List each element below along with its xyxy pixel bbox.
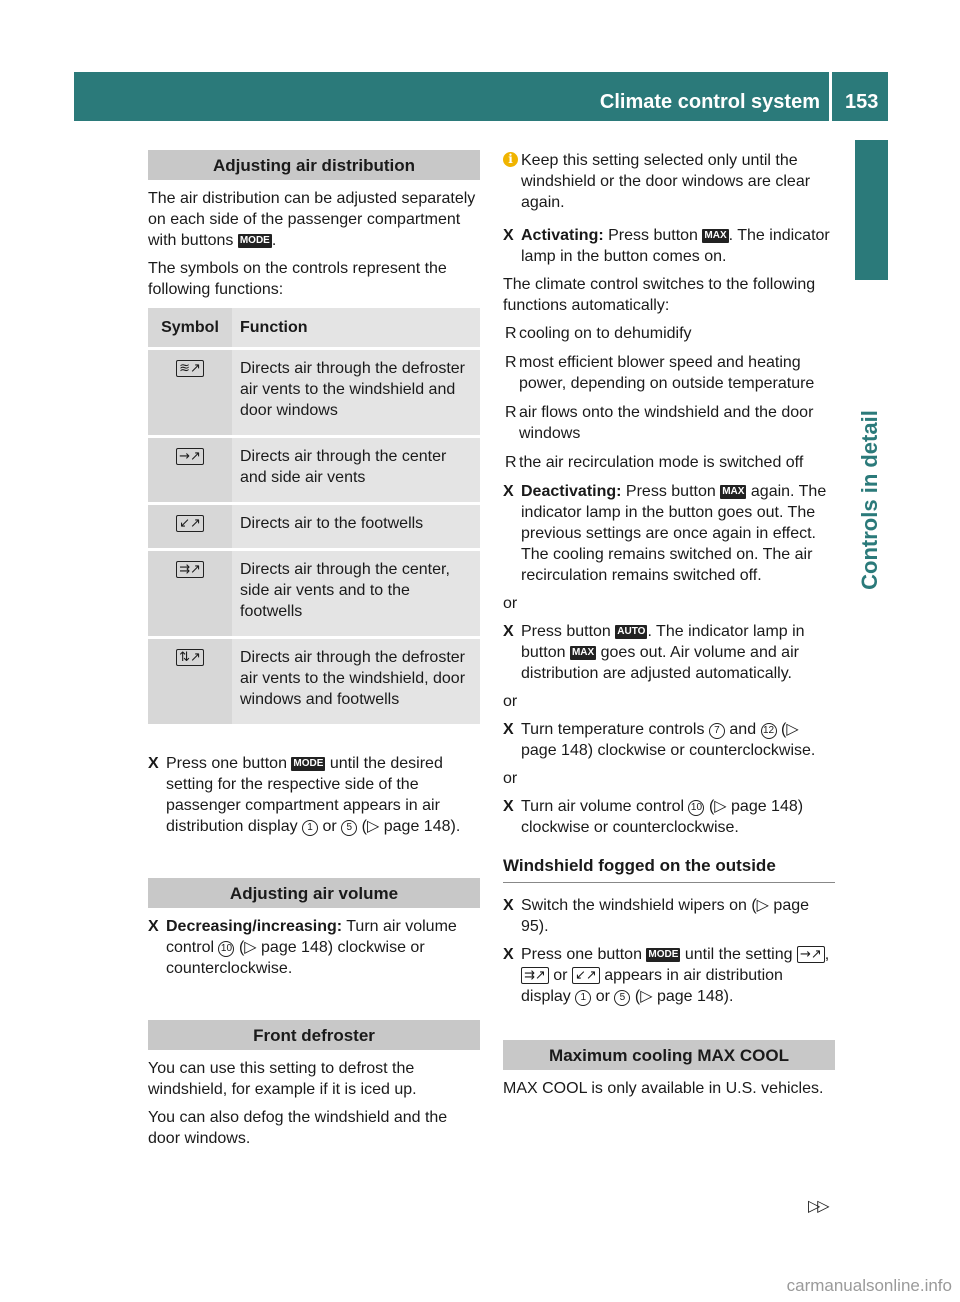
info-note: i Keep this setting selected only until the windshield or the door windows are clear again.	[503, 150, 835, 213]
auto-key-icon: AUTO	[617, 626, 646, 637]
section-heading-front-defroster: Front defroster	[148, 1020, 480, 1050]
callout-5: 5	[614, 990, 630, 1006]
instruction-step: X Decreasing/increasing: Turn air volume control 10 (▷ page 148) clockwise or counterclockwise.	[148, 918, 457, 977]
callout-1: 1	[302, 820, 318, 836]
instruction-step: X Switch the windshield wipers on (▷ page 95).	[503, 897, 810, 935]
section-heading-max-cool: Maximum cooling MAX COOL	[503, 1040, 835, 1070]
page-title: Climate control system	[599, 91, 820, 113]
table-header-function: Function	[232, 308, 480, 349]
step-arrow-icon: X	[503, 897, 514, 914]
or-text: or	[503, 693, 518, 710]
header-separator	[829, 72, 832, 121]
paragraph: You can use this setting to defrost the windshield, for example if it is iced up.	[148, 1060, 417, 1098]
list-item: R air flows onto the windshield and the door windows	[505, 404, 814, 442]
side-tab	[855, 140, 888, 280]
center-side-vents-icon: →↗	[176, 448, 204, 465]
table-row: ⇅↗ Directs air through the defroster air vents to the windshield, door windows and footwells	[148, 638, 480, 726]
instruction-step: X Press button AUTO . The indicator lamp in button MAX goes out. Air volume and air distribution are adjusted automatically.	[503, 623, 805, 682]
instruction-step: X Press one button MODE until the desired setting for the respective side of the passenger compartment appears in air distribution display 1 or 5 (▷ page 148).	[148, 755, 461, 835]
list-item: R cooling on to dehumidify	[505, 325, 692, 342]
paragraph: You can also defog the windshield and the door windows.	[148, 1109, 448, 1147]
step-arrow-icon: X	[148, 755, 159, 772]
section-heading-windshield-fogged: Windshield fogged on the outside	[503, 845, 835, 883]
defrost-max-key-icon: MAX	[722, 486, 745, 497]
defrost-footwell-icon: ⇅↗	[176, 649, 204, 666]
instruction-step: X Deactivating: Press button MAX again. The indicator lamp in the button goes out. The previous settings are once again in effect. The cooling remains switched on. The air recirculation remains switched off.	[503, 483, 827, 584]
right-column	[503, 150, 835, 1106]
step-arrow-icon: X	[503, 721, 514, 738]
or-text: or	[503, 770, 518, 787]
table-row: ≋↗ Directs air through the defroster air vents to the windshield and door windows	[148, 349, 480, 437]
symbol-table	[148, 308, 480, 727]
callout-1: 1	[575, 990, 591, 1006]
callout-10: 10	[688, 800, 704, 816]
paragraph: MAX COOL is only available in U.S. vehicles.	[503, 1080, 824, 1097]
paragraph: The climate control switches to the following functions automatically:	[503, 276, 816, 314]
instruction-step: X Press one button MODE until the setting →↗ , ⇉↗ or ↙↗ appears in air distribution display 1 or 5 (▷ page 148).	[503, 946, 830, 1005]
continue-arrows-icon: ▷▷	[808, 1198, 827, 1215]
callout-12: 12	[761, 723, 777, 739]
table-row: ⇉↗ Directs air through the center, side air vents and to the footwells	[148, 550, 480, 638]
page-number: 153	[845, 91, 879, 113]
center-side-footwell-icon: ⇉↗	[521, 967, 549, 984]
callout-10: 10	[218, 941, 234, 957]
callout-7: 7	[709, 723, 725, 739]
step-arrow-icon: X	[503, 227, 514, 244]
instruction-step: X Turn air volume control 10 (▷ page 148) clockwise or counterclockwise.	[503, 798, 804, 836]
step-arrow-icon: X	[503, 483, 514, 500]
instruction-step: X Turn temperature controls 7 and 12 (▷ page 148) clockwise or counterclockwise.	[503, 721, 816, 759]
step-arrow-icon: X	[148, 918, 159, 935]
mode-key-icon: MODE	[293, 758, 324, 769]
defrost-max-key-icon: MAX	[571, 647, 595, 658]
section-heading-air-distribution: Adjusting air distribution	[148, 150, 480, 180]
footwell-icon: ↙↗	[572, 967, 600, 984]
mode-key-icon: MODE	[239, 235, 270, 246]
center-side-vents-icon: →↗	[797, 946, 825, 963]
left-column	[148, 150, 480, 1156]
table-row: ↙↗ Directs air to the footwells	[148, 504, 480, 550]
step-arrow-icon: X	[503, 798, 514, 815]
paragraph: The symbols on the controls represent the following functions:	[148, 260, 447, 298]
watermark: carmanualsonline.info	[786, 1276, 952, 1295]
paragraph: The air distribution can be adjusted separately on each side of the passenger compartment with buttons MODE .	[148, 190, 476, 249]
section-heading-air-volume: Adjusting air volume	[148, 878, 480, 908]
defrost-max-key-icon: MAX	[704, 230, 727, 241]
table-row: →↗ Directs air through the center and side air vents	[148, 437, 480, 504]
instruction-step: X Activating: Press button MAX . The indicator lamp in the button comes on.	[503, 227, 830, 265]
or-text: or	[503, 595, 518, 612]
table-header-symbol: Symbol	[148, 308, 232, 349]
mode-key-icon: MODE	[648, 949, 679, 960]
step-arrow-icon: X	[503, 623, 514, 640]
side-tab-title: Controls in detail	[857, 410, 882, 590]
list-item: R the air recirculation mode is switched off	[505, 454, 804, 471]
footwell-icon: ↙↗	[176, 515, 204, 532]
list-item: R most efficient blower speed and heating power, depending on outside temperature	[505, 354, 815, 392]
step-arrow-icon: X	[503, 946, 514, 963]
center-side-footwell-icon: ⇉↗	[176, 561, 204, 578]
info-icon: i	[503, 152, 518, 167]
callout-5: 5	[341, 820, 357, 836]
defrost-icon: ≋↗	[176, 360, 204, 377]
